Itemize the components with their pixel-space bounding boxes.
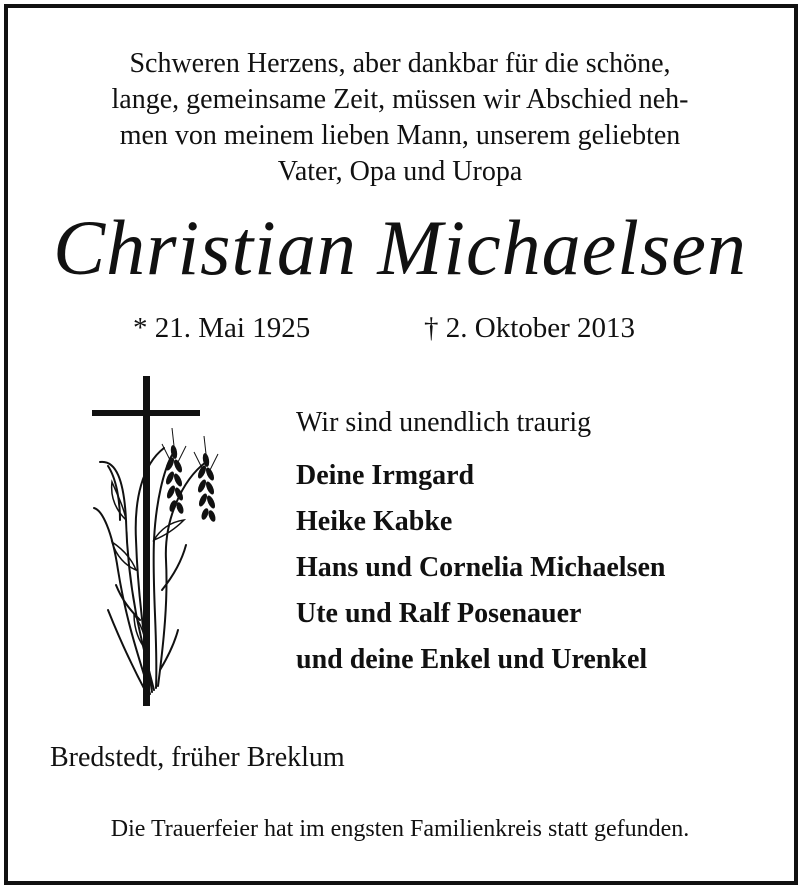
cross-with-wheat-icon [86,370,228,715]
deceased-name: Christian Michaelsen [53,204,747,291]
mourner-name: und deine Enkel und Urenkel [296,644,648,675]
mourners-intro: Wir sind unendlich traurig [296,407,592,438]
place-text: Bredstedt, früher Breklum [50,742,345,773]
intro-line: Schweren Herzens, aber dankbar für die schöne, [129,48,671,79]
intro-line: men von meinem lieben Mann, unserem geliebten [119,120,681,151]
intro-text [0,46,800,190]
intro-line: Vater, Opa und Uropa [277,156,523,187]
cross-horizontal-beam [92,410,200,416]
mourners-list [296,453,665,683]
mourner-name: Heike Kabke [296,506,453,537]
death-date: † 2. Oktober 2013 [424,312,636,344]
mourner-name: Deine Irmgard [296,460,475,491]
birth-date: * 21. Mai 1925 [133,312,311,344]
intro-line: lange, gemeinsame Zeit, müssen wir Abschied neh- [111,84,689,115]
mourner-name: Ute und Ralf Posenauer [296,598,582,629]
mourner-name: Hans und Cornelia Michaelsen [296,552,666,583]
mourners-block [296,403,665,683]
funeral-notice: Die Trauerfeier hat im engsten Familienkreis statt gefunden. [110,816,690,842]
